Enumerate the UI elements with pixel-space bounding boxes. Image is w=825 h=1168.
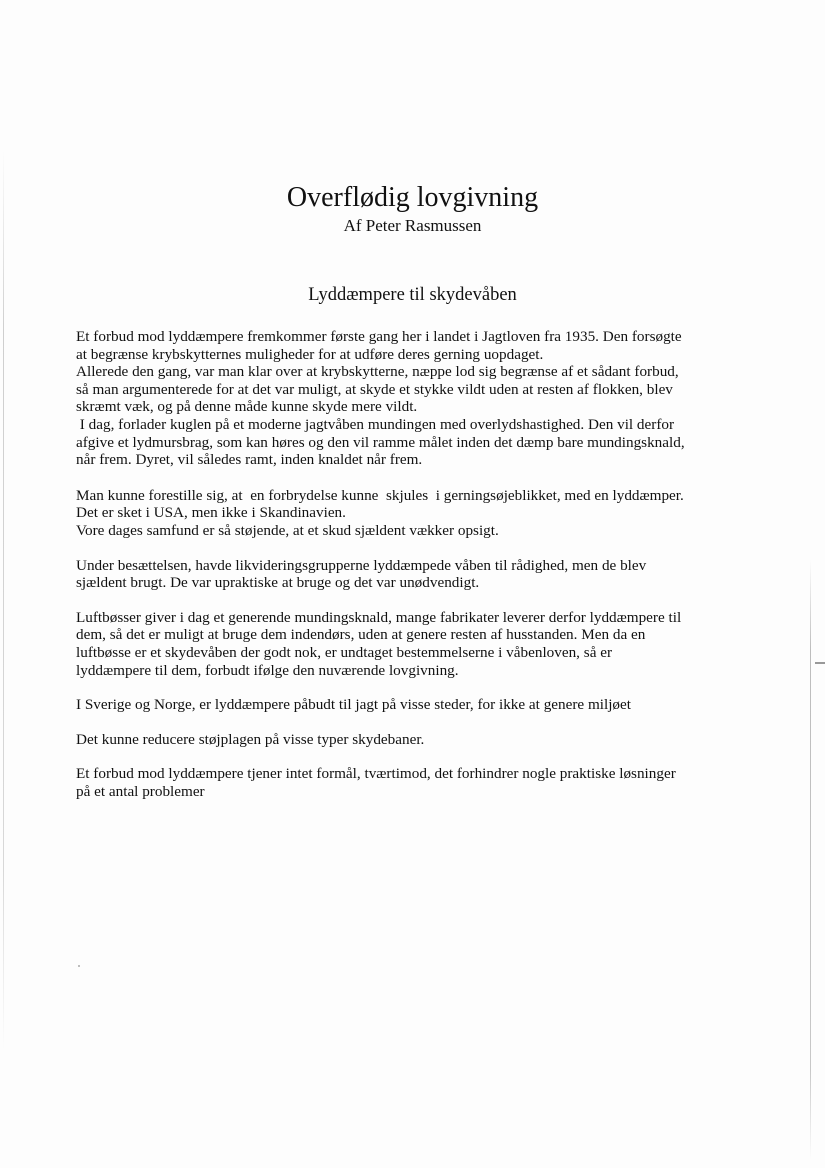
paragraph-line: Vore dages samfund er så støjende, at et skud sjældent vækker opsigt.	[76, 521, 499, 539]
document-title: Overflødig lovgivning	[286, 182, 539, 213]
paragraph-line: Et forbud mod lyddæmpere fremkommer første gang her i landet i Jagtloven fra 1935. Den forsøgte	[76, 328, 682, 345]
paragraph-line: I dag, forlader kuglen på et moderne jagtvåben mundingen med overlydshastighed. Den vil derfor	[76, 415, 675, 433]
paragraph-line: Det er sket i USA, men ikke i Skandinavien.	[76, 504, 346, 522]
paragraph-line: at begrænse krybskytternes muligheder for at udføre deres gerning uopdaget.	[76, 345, 544, 363]
paragraph-line: skræmt væk, og på denne måde kunne skyde mere vildt.	[76, 398, 418, 416]
paragraph-line: Luftbøsser giver i dag et generende mundingsknald, mange fabrikater leverer derfor lyddæmpere til	[76, 608, 682, 626]
paragraph-line: når frem. Dyret, vil således ramt, inden knaldet når frem.	[76, 451, 423, 469]
paragraph-2	[76, 487, 776, 540]
paragraph-4	[76, 609, 776, 679]
paragraph-line: Man kunne forestille sig, at en forbrydelse kunne skjules i gerningsøjeblikket, med en lyddæmper.	[76, 486, 684, 504]
scan-speck	[78, 965, 80, 967]
paragraph-line: på et antal problemer	[76, 782, 205, 800]
document-body	[76, 328, 776, 817]
paragraph-line: I Sverige og Norge, er lyddæmpere påbudt til jagt på visse steder, for ikke at genere miljøet	[76, 696, 631, 714]
paragraph-line: sjældent brugt. De var upraktiske at bruge og det var unødvendigt.	[76, 574, 480, 592]
document-author: Af Peter Rasmussen	[343, 216, 482, 235]
document-subtitle: Lyddæmpere til skydevåben	[308, 285, 517, 305]
paragraph-line: Allerede den gang, var man klar over at krybskytterne, næppe lod sig begrænse af et sådant forbud,	[76, 363, 679, 381]
scan-edge-tick	[815, 662, 825, 664]
paragraph-line: Et forbud mod lyddæmpere tjener intet formål, tværtimod, det forhindrer nogle praktiske løsninger	[76, 765, 676, 783]
paragraph-line: så man argumenterede for at det var muligt, at skyde et stykke vildt uden at resten af flokken, blev	[76, 380, 673, 398]
paragraph-line: afgive et lydmursbrag, som kan høres og den vil ramme målet inden det dæmp bare mundingsknald,	[76, 433, 685, 451]
paragraph-line: lyddæmpere til dem, forbudt ifølge den nuværende lovgivning.	[76, 661, 459, 679]
paragraph-1	[76, 328, 776, 469]
paragraph-line: luftbøsse er et skydevåben der godt nok, er undtaget bestemmelserne i våbenloven, så er	[76, 643, 613, 661]
paragraph-3	[76, 557, 776, 592]
paragraph-line: dem, så det er muligt at bruge dem indendørs, uden at genere resten af husstanden. Men da en	[76, 626, 646, 644]
paragraph-7	[76, 765, 776, 800]
paragraph-6	[76, 731, 776, 749]
paragraph-line: Det kunne reducere støjplagen på visse typer skydebaner.	[76, 730, 425, 748]
paragraph-5	[76, 696, 776, 714]
paragraph-line: Under besættelsen, havde likvideringsgrupperne lyddæmpede våben til rådighed, men de blev	[76, 556, 647, 574]
scan-edge-right	[810, 560, 811, 1160]
